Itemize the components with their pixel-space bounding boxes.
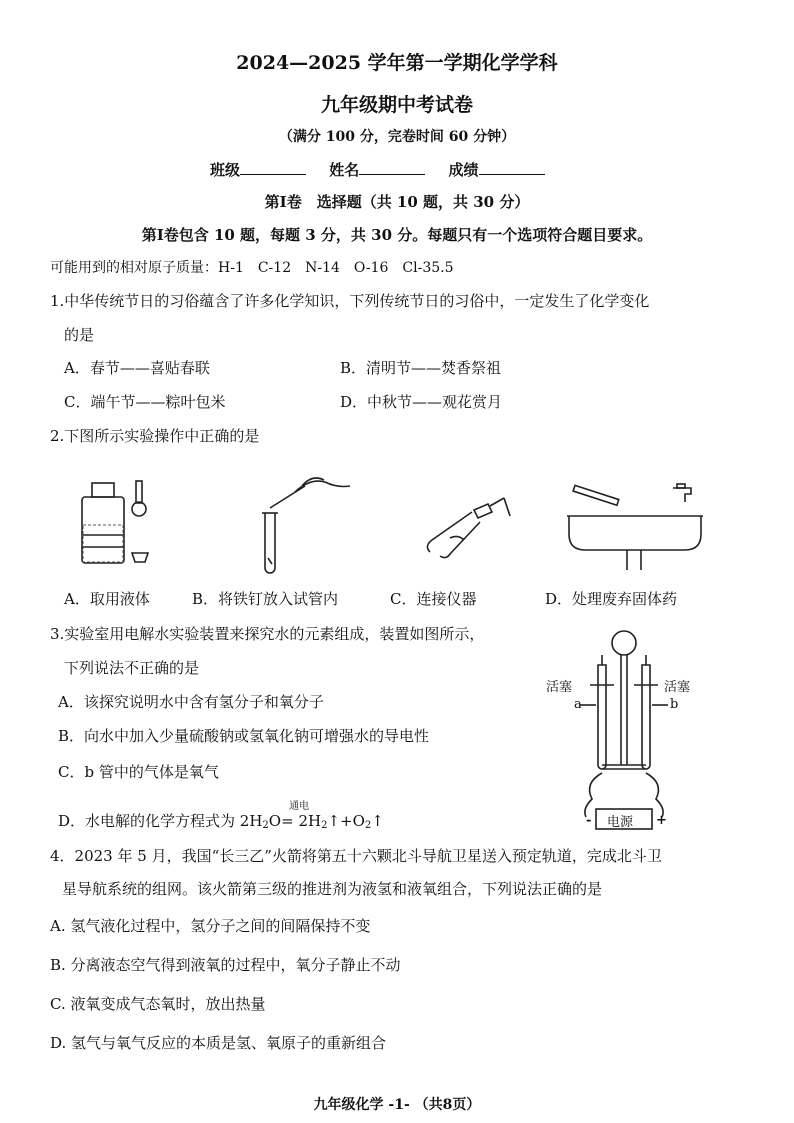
q4-stem-line2: 星导航系统的组网。该火箭第三级的推进剂为液氢和液氧组合，下列说法正确的是 — [62, 880, 603, 898]
q4-option-a[interactable]: A. 氢气液化过程中，氢分子之间的间隔保持不变 — [50, 917, 371, 935]
q4-option-b[interactable]: B. 分离液态空气得到液氧的过程中，氧分子静止不动 — [50, 956, 401, 974]
q3-option-d[interactable] — [58, 801, 384, 831]
exam-note: （满分 100 分，完卷时间 60 分钟） — [278, 129, 516, 145]
q3-d-tail: ↑+O — [327, 812, 365, 830]
section-title: 第Ⅰ卷 选择题（共 10 题，共 30 分） — [264, 193, 530, 211]
q1-option-d[interactable]: D．中秋节——观花赏月 — [340, 393, 503, 411]
q2-figure-d — [565, 480, 715, 575]
q3-stem-line2: 下列说法不正确的是 — [64, 659, 200, 677]
q2-figure-b — [250, 468, 350, 580]
q1-option-b[interactable]: B．清明节——焚香祭祖 — [340, 359, 502, 377]
q2-option-b[interactable]: B．将铁钉放入试管内 — [192, 590, 339, 608]
q3-d-sub-h2o: 2 — [262, 820, 269, 831]
field-score-label: 成绩 — [448, 161, 479, 179]
atomic-masses: 可能用到的相对原子质量：H-1 C-12 N-14 O-16 Cl-35.5 — [50, 260, 454, 276]
q3-option-b[interactable]: B．向水中加入少量硫酸钠或氢氧化钠可增强水的导电性 — [58, 727, 430, 745]
q2-option-a[interactable]: A．取用液体 — [64, 590, 150, 608]
q3-electrolysis-figure — [540, 625, 720, 837]
field-score-blank[interactable] — [479, 160, 545, 175]
info-fields — [210, 159, 563, 180]
q3-fig-minus: - — [586, 813, 592, 828]
q3-option-a[interactable]: A．该探究说明水中含有氢分子和氧分子 — [58, 693, 324, 711]
q1-option-a[interactable]: A．春节——喜贴春联 — [64, 359, 210, 377]
q4-stem-line1: 4．2023 年 5 月，我国“长三乙”火箭将第五十六颗北斗导航卫星送入预定轨道，完成北斗卫 — [50, 847, 662, 865]
q4-option-d[interactable]: D. 氢气与氧气反应的本质是氢、氧原子的重新组合 — [50, 1034, 387, 1052]
q2-figure-c — [420, 490, 520, 570]
exam-title-1: 2024—2025 学年第一学期化学学科 — [236, 52, 558, 74]
q3-fig-label-a: a — [574, 697, 582, 712]
q3-fig-label-b: b — [670, 697, 679, 712]
q2-option-c[interactable]: C．连接仪器 — [390, 590, 477, 608]
field-name-label: 姓名 — [329, 161, 360, 179]
q1-stem-line1: 1.中华传统节日的习俗蕴含了许多化学知识，下列传统节日的习俗中，一定发生了化学变化 — [50, 292, 650, 310]
q3-option-c[interactable]: C．b 管中的气体是氧气 — [58, 763, 219, 781]
q3-fig-valve-left: 活塞 — [546, 680, 573, 695]
page-footer: 九年级化学 -1- （共8页） — [313, 1097, 481, 1113]
q4-option-c[interactable]: C. 液氧变成气态氧时，放出热量 — [50, 995, 266, 1013]
q1-stem-line2: 的是 — [64, 326, 95, 344]
section-description: 第Ⅰ卷包含 10 题，每题 3 分，共 30 分。每题只有一个选项符合题目要求。 — [141, 226, 653, 244]
q3-stem-line1: 3.实验室用电解水实验装置来探究水的元素组成，装置如图所示， — [50, 625, 485, 643]
q3-d-sub-h2: 2 — [321, 820, 328, 831]
exam-title-2: 九年级期中考试卷 — [320, 94, 473, 116]
q3-fig-power: 电源 — [607, 815, 634, 830]
q2-figure-a — [72, 475, 172, 575]
q3-d-equals: = 2H — [281, 812, 322, 830]
q3-fig-plus: + — [656, 813, 667, 828]
q3-d-end: ↑ — [371, 812, 384, 830]
q1-option-c[interactable]: C．端午节——粽叶包米 — [64, 393, 226, 411]
q3-d-prefix: D．水电解的化学方程式为 2H — [58, 812, 263, 830]
q3-d-sub-o2: 2 — [364, 820, 372, 831]
q2-option-d[interactable]: D．处理废弃固体药 — [545, 590, 678, 608]
field-name-blank[interactable] — [359, 160, 425, 175]
field-class-label: 班级 — [210, 161, 241, 179]
field-class-blank[interactable] — [240, 160, 306, 175]
q3-fig-valve-right: 活塞 — [664, 680, 691, 695]
q3-d-condition: 通电 — [289, 801, 310, 812]
q3-d-o: O — [268, 812, 282, 830]
q2-stem: 2.下图所示实验操作中正确的是 — [50, 427, 260, 445]
